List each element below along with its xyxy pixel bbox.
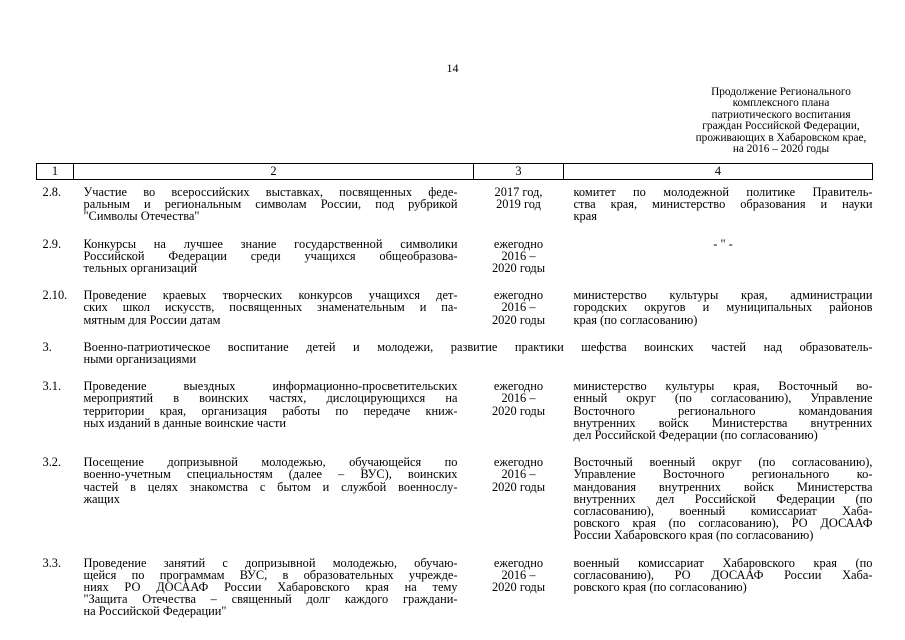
responsible-executors <box>564 374 873 450</box>
table-body <box>37 180 873 627</box>
cell-line: "Символы Отечества" <box>83 209 200 224</box>
cell-line: России Хабаровского края (по согласованию) <box>573 528 814 543</box>
responsible-executors <box>564 180 873 232</box>
cell-line: жащих <box>83 491 120 506</box>
item-number: 2.9. <box>42 236 62 251</box>
cell-line: тельных организаций <box>83 261 198 276</box>
cell-line: ровского края (по согласованию) <box>573 580 747 595</box>
cell-line: согласованию), военный комиссариат Хаба- <box>573 504 873 519</box>
item-number: 2.8. <box>42 185 62 199</box>
cell-line: на Российской Федерации" <box>83 604 227 619</box>
execution-term <box>474 374 564 450</box>
column-header-4: 4 <box>564 164 873 180</box>
header-note-line: проживающих в Хабаровском крае, <box>695 131 867 144</box>
table-row <box>37 374 873 450</box>
responsible-executors <box>564 551 873 627</box>
plan-table <box>36 163 873 627</box>
activity-description <box>74 232 474 284</box>
item-number: 3.1. <box>42 379 62 394</box>
cell-line: согласованию), РО ДОСААФ России Хаба- <box>573 567 873 582</box>
table-row <box>37 551 873 627</box>
cell-line: Восточного регионального командования <box>573 403 873 418</box>
cell-line: 2016 – <box>501 300 536 315</box>
execution-term <box>474 283 564 335</box>
execution-term <box>474 232 564 284</box>
cell-line: мандования внутренних войск Министерства <box>573 479 873 494</box>
cell-line: дел Российской Федерации (по согласованию) <box>573 428 818 443</box>
header-note-line: комплексного плана <box>732 97 830 110</box>
cell-line: края <box>573 209 597 224</box>
cell-line: щейся по программам ВУС, в образовательных учрежде- <box>83 567 458 582</box>
cell-line: ежегодно <box>493 379 544 394</box>
cell-line: 2020 годы <box>491 261 546 276</box>
cell-line: ежегодно <box>493 555 544 570</box>
cell-line: внутренних войск Министерства внутренних <box>573 415 873 430</box>
column-header-2: 2 <box>74 164 474 180</box>
cell-line: частей в целях знакомства с бытом и службой военнослу- <box>83 479 458 494</box>
header-note-line: на 2016 – 2020 годы <box>732 143 830 156</box>
cell-line: территории края, организация работы по передаче книж- <box>83 403 458 418</box>
cell-line: Участие во всероссийских выставках, посвященных феде- <box>83 185 458 199</box>
cell-line: мероприятий в воинских частях, дислоцирующихся на <box>83 391 458 406</box>
header-note <box>650 87 905 155</box>
cell-line: Восточный военный округ (по согласованию), <box>573 455 873 470</box>
responsible-executors <box>564 450 873 550</box>
table-row <box>37 180 873 232</box>
table-header <box>37 164 873 180</box>
table-row <box>37 232 873 284</box>
execution-term <box>474 180 564 232</box>
cell-line: ских школ искусств, посвященных знаменательным и па- <box>83 300 458 315</box>
cell-line: ными организациями <box>83 352 197 367</box>
section-row <box>37 335 873 374</box>
item-number: 3. <box>42 339 52 354</box>
cell-line: ральным и региональным символам России, под рубрикой <box>83 197 458 212</box>
activity-description <box>74 374 474 450</box>
cell-line: военно-учетным специальностям (далее – ВУС), воинских <box>83 467 458 482</box>
cell-line: енный округ (по согласованию), Управление <box>573 391 873 406</box>
cell-line: - " - <box>713 236 733 251</box>
cell-line: ежегодно <box>493 455 544 470</box>
header-row <box>37 164 873 180</box>
column-header-1: 1 <box>37 164 74 180</box>
cell-line: края (по согласованию) <box>573 312 698 327</box>
cell-line: мятным для России датам <box>83 312 221 327</box>
cell-line: 2016 – <box>501 567 536 582</box>
cell-line: министерство культуры края, Восточный во- <box>573 379 873 394</box>
header-note-line: Продолжение Регионального <box>711 86 851 98</box>
cell-line: военный комиссариат Хабаровского края (по <box>573 555 873 570</box>
item-number: 3.2. <box>42 455 62 470</box>
cell-line: Проведение занятий с допризывной молодежью, обучаю- <box>83 555 458 570</box>
cell-line: 2020 годы <box>491 403 546 418</box>
section-title <box>74 335 873 374</box>
activity-description <box>74 450 474 550</box>
cell-line: 2016 – <box>501 391 536 406</box>
cell-line: Проведение краевых творческих конкурсов учащихся дет- <box>83 288 458 303</box>
cell-line: комитет по молодежной политике Правитель- <box>573 185 873 199</box>
cell-line: 2020 годы <box>491 580 546 595</box>
cell-line: 2016 – <box>501 248 536 263</box>
item-number: 2.10. <box>42 288 68 303</box>
cell-line: ства края, министерство образования и науки <box>573 197 873 212</box>
item-number: 3.3. <box>42 555 62 570</box>
cell-line: министерство культуры края, администрации <box>573 288 873 303</box>
cell-line: ниях РО ДОСААФ России Хабаровского края на тему <box>83 580 458 595</box>
table-row <box>37 283 873 335</box>
cell-line: Управление Восточного регионального ко- <box>573 467 873 482</box>
cell-line: ежегодно <box>493 236 544 251</box>
cell-line: "Защита Отечества – священный долг каждого граждани- <box>83 592 458 607</box>
cell-line: 2019 год <box>496 197 541 212</box>
activity-description <box>74 283 474 335</box>
cell-line: Посещение допризывной молодежью, обучающейся по <box>83 455 458 470</box>
table-row <box>37 450 873 550</box>
cell-line: ежегодно <box>493 288 544 303</box>
page-number: 14 <box>446 61 459 75</box>
activity-description <box>74 551 474 627</box>
cell-line: 2017 год, <box>494 185 543 199</box>
cell-line: Военно-патриотическое воспитание детей и молодежи, развитие практики шефства воинских частей над образователь- <box>83 339 873 354</box>
cell-line: внутренних дел Российской Федерации (по <box>573 491 873 506</box>
execution-term <box>474 551 564 627</box>
column-header-3: 3 <box>474 164 564 180</box>
cell-line: ровского края (по согласованию), РО ДОСААФ <box>573 516 873 531</box>
header-note-line: граждан Российской Федерации, <box>702 120 860 133</box>
cell-line: 2016 – <box>501 467 536 482</box>
header-note-line: патриотического воспитания <box>711 108 851 121</box>
cell-line: Конкурсы на лучшее знание государственной символики <box>83 236 458 251</box>
cell-line: 2020 годы <box>491 479 546 494</box>
responsible-executors <box>564 232 873 284</box>
responsible-executors <box>564 283 873 335</box>
cell-line: Российской Федерации среди учащихся общеобразова- <box>83 248 458 263</box>
cell-line: городских округов и муниципальных районов <box>573 300 873 315</box>
execution-term <box>474 450 564 550</box>
cell-line: Проведение выездных информационно-просветительских <box>83 379 458 394</box>
activity-description <box>74 180 474 232</box>
cell-line: ных изданий в данные воинские части <box>83 415 287 430</box>
cell-line: 2020 годы <box>491 312 546 327</box>
